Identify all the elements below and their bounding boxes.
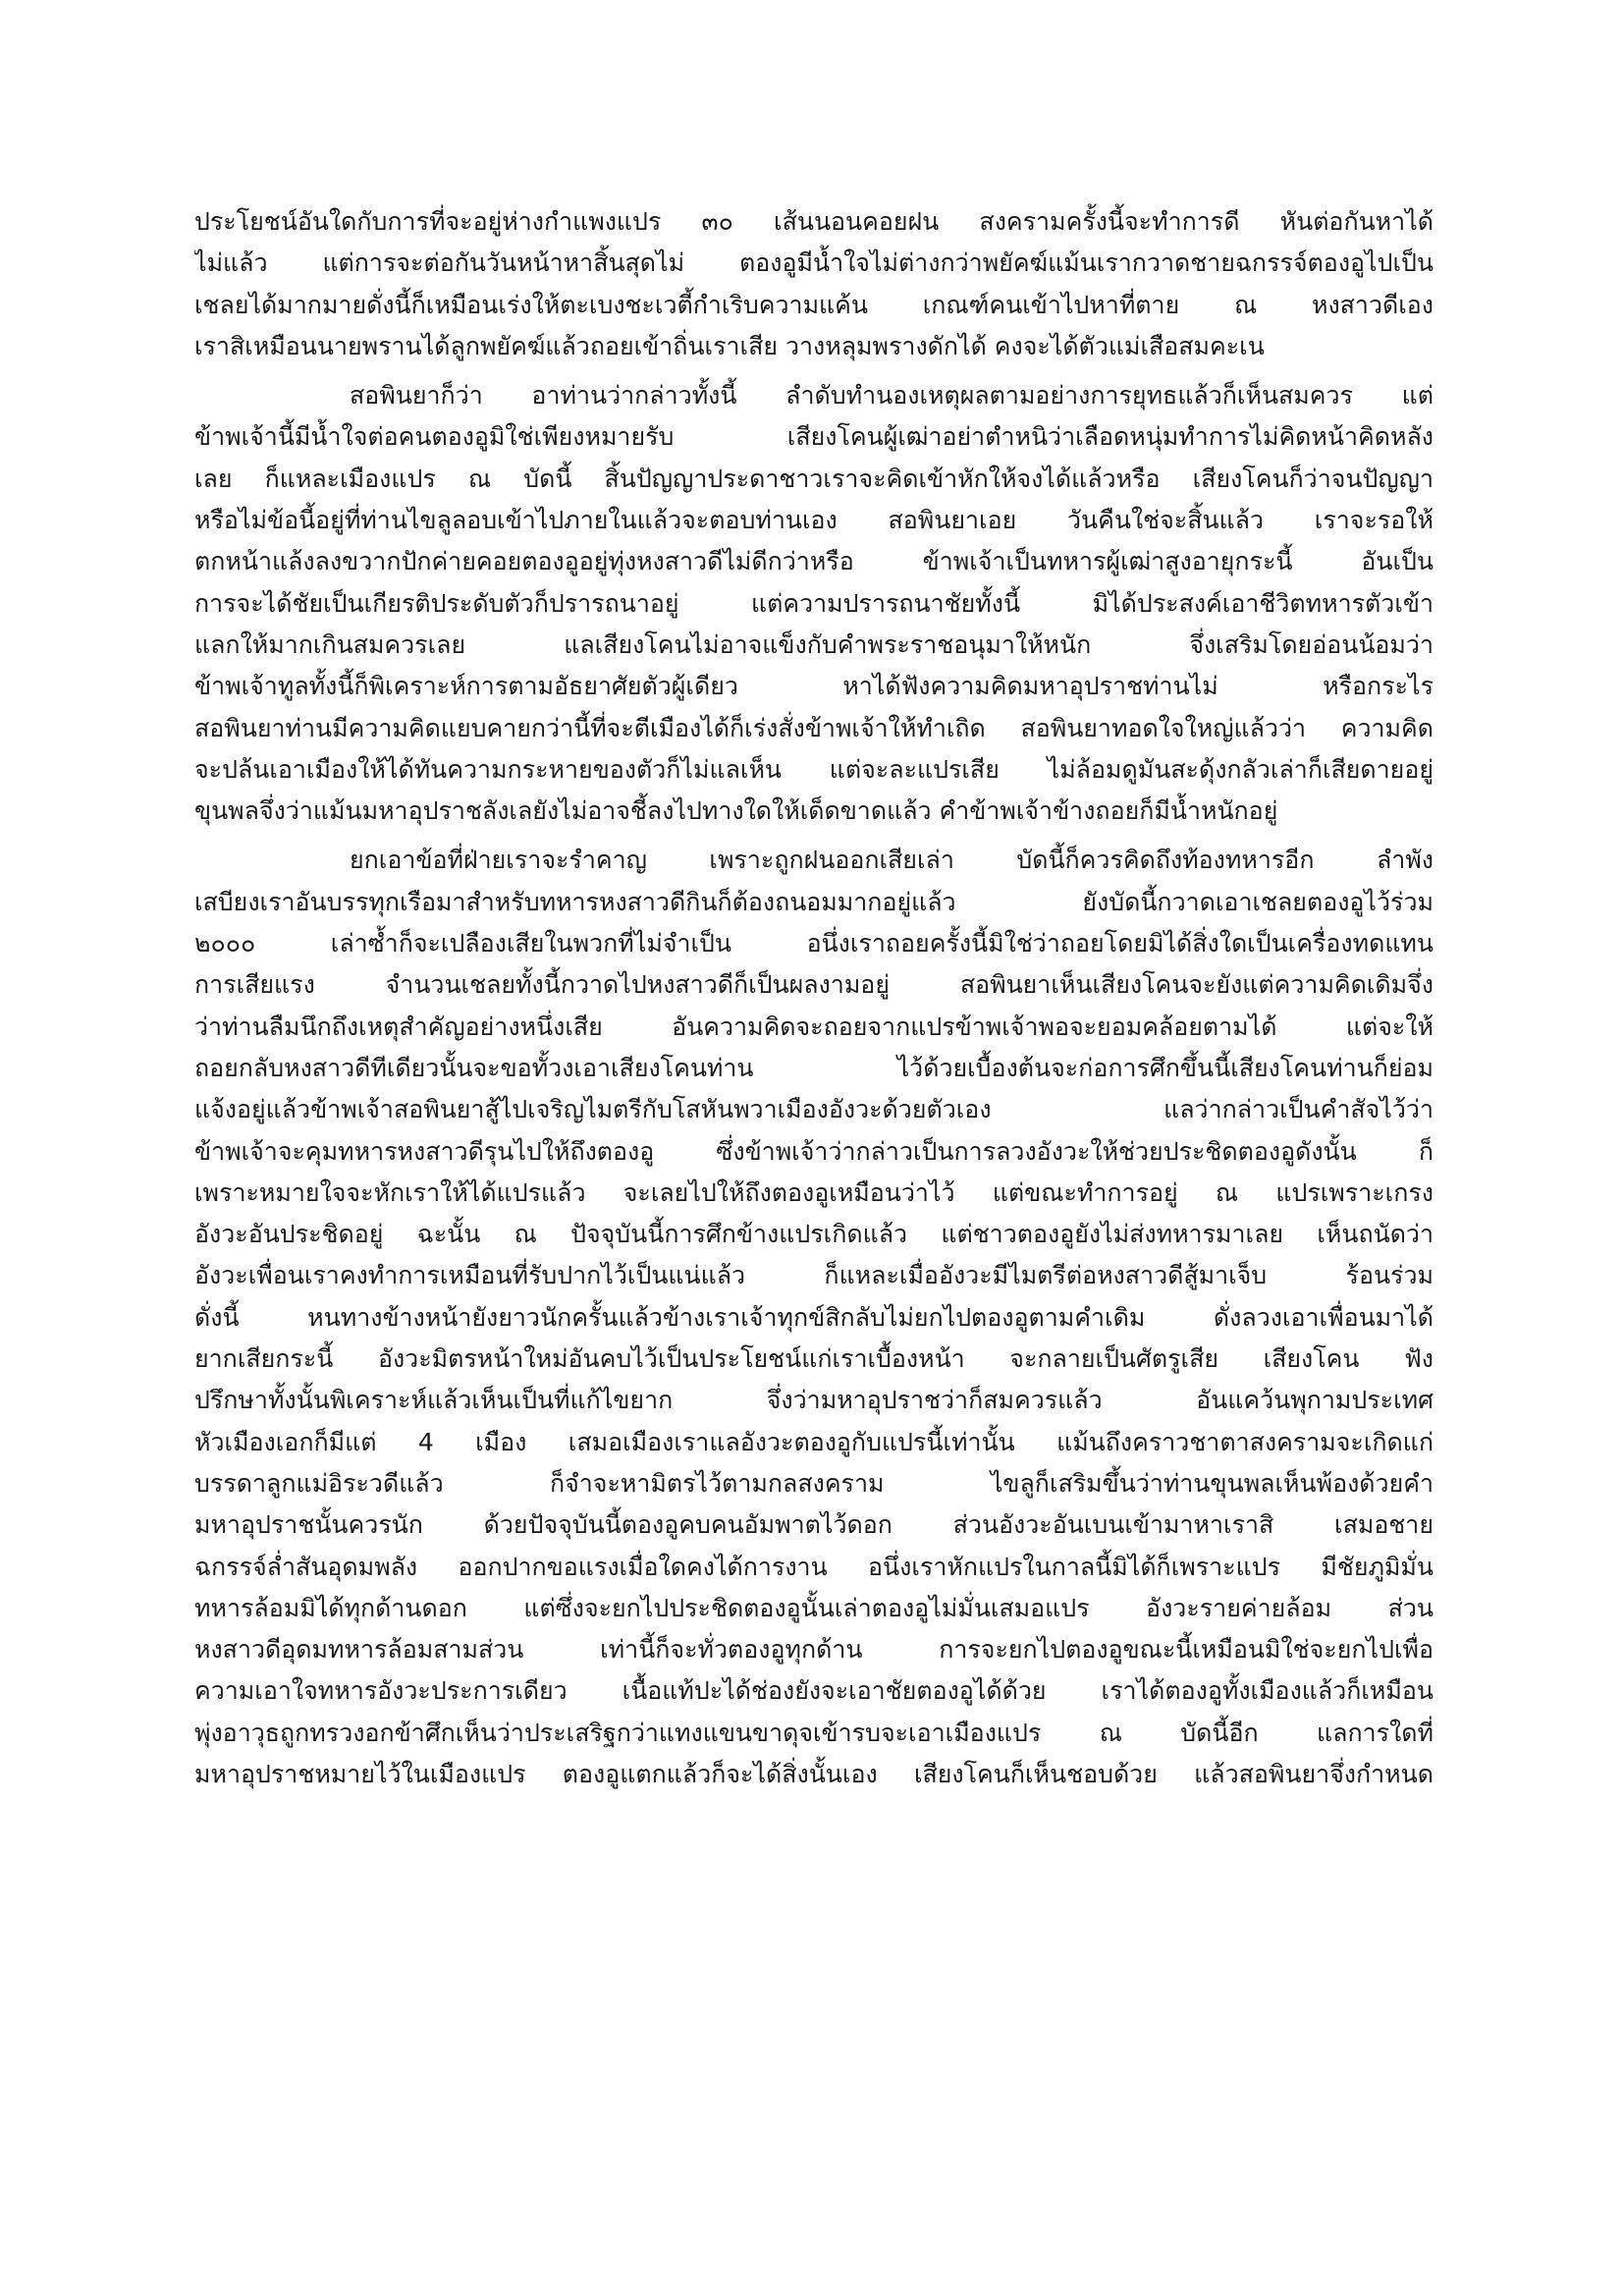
text-line: ข้าพเจ้านี้มีน้ำใจต่อคนตองอูมิใช่เพียงหมายรับ เสียงโคนผู้เฒ่าอย่าตำหนิว่าเลือดหนุ่มทำการไม่คิดหน้าคิดหลัง <box>194 422 1434 452</box>
text-line: เลย ก็แหละเมืองแปร ณ บัดนี้ สิ้นปัญญาประดาชาวเราจะคิดเข้าหักให้จงได้แล้วหรือ เสียงโคนก็ว่าจนปัญญา <box>194 464 1434 493</box>
text-line: หัวเมืองเอกก็มีแต่ 4 เมือง เสมอเมืองเราแลอังวะตองอูกับแปรนี้เท่านั้น แม้นถึงคราวชาตาสงครามจะเกิดแก่ <box>194 1427 1434 1456</box>
text-line: พุ่งอาวุธถูกทรวงอกข้าศึกเห็นว่าประเสริฐกว่าแทงแขนขาดุจเข้ารบจะเอาเมืองแปร ณ บัดนี้อีก แลการใดที่ <box>194 1718 1434 1747</box>
text-line: แจ้งอยู่แล้วข้าพเจ้าสอพินยาสู้ไปเจริญไมตรีกับโสหันพวาเมืองอังวะด้วยตัวเอง แลว่ากล่าวเป็นคำสัจไว้ว่า <box>194 1095 1434 1124</box>
text-line: ไม่แล้ว แต่การจะต่อกันวันหน้าหาสิ้นสุดไม่ ตองอูมีน้ำใจไม่ต่างกว่าพยัคฆ์แม้นเรากวาดชายฉกรรจ์ตองอูไปเป็น <box>194 248 1434 278</box>
text-line: สอพินยาท่านมีความคิดแยบคายกว่านี้ที่จะตีเมืองได้ก็เร่งสั่งข้าพเจ้าให้ทำเถิด สอพินยาทอดใจใหญ่แล้วว่า ความคิด <box>194 713 1434 742</box>
text-line: ว่าท่านลืมนึกถึงเหตุสำคัญอย่างหนึ่งเสีย อันความคิดจะถอยจากแปรข้าพเจ้าพอจะยอมคล้อยตามได้ แต่จะให้ <box>194 1011 1434 1041</box>
text-line: การเสียแรง จำนวนเชลยทั้งนี้กวาดไปหงสาวดีก็เป็นผลงามอยู่ สอพินยาเห็นเสียงโคนจะยังแต่ความคิดเดิมจึ่ง <box>194 970 1434 1000</box>
text-line: สอพินยาก็ว่า อาท่านว่ากล่าวทั้งนี้ ลำดับทำนองเหตุผลตามอย่างการยุทธแล้วก็เห็นสมควร แต่ <box>350 381 1434 410</box>
text-line: ขุนพลจึ่งว่าแม้นมหาอุปราชลังเลยังไม่อาจชี้ลงไปทางใดให้เด็ดขาดแล้ว คำข้าพเจ้าข้างถอยก็มีน้ำหนักอยู่ <box>194 796 1278 826</box>
text-line: ยากเสียกระนี้ อังวะมิตรหน้าใหม่อันคบไว้เป็นประโยชน์แก่เราเบื้องหน้า จะกลายเป็นศัตรูเสีย เสียงโคน ฟัง <box>194 1344 1434 1374</box>
text-line: อังวะอันประชิดอยู่ ฉะนั้น ณ ปัจจุบันนี้การศึกข้างแปรเกิดแล้ว แต่ชาวตองอูยังไม่ส่งทหารมาเลย เห็นถนัดว่า <box>194 1220 1434 1249</box>
text-line: เชลยได้มากมายดั่งนี้ก็เหมือนเร่งให้ตะเบงชะเวตี้กำเริบความแค้น เกณฑ์คนเข้าไปหาที่ตาย ณ หงสาวดีเอง <box>194 290 1434 319</box>
paragraph-3 <box>194 840 1434 1795</box>
text-line: ข้าพเจ้าจะคุมทหารหงสาวดีรุนไปให้ถึงตองอู ซึ่งข้าพเจ้าว่ากล่าวเป็นการลวงอังวะให้ช่วยประชิดตองอูดังนั้น ก็ <box>194 1136 1434 1166</box>
text-line: ประโยชน์อันใดกับการที่จะอยู่ห่างกำแพงแปร ๓๐ เส้นนอนคอยฝน สงครามครั้งนี้จะทำการดี หันต่อกันหาได้ <box>194 207 1434 236</box>
text-line: เสบียงเราอันบรรทุกเรือมาสำหรับทหารหงสาวดีกินก็ต้องถนอมมากอยู่แล้ว ยังบัดนี้กวาดเอาเชลยตองอูไว้ร่วม <box>194 887 1434 916</box>
text-line: จะปล้นเอาเมืองให้ได้ทันความกระหายของตัวก็ไม่แลเห็น แต่จะละแปรเสีย ไม่ล้อมดูมันสะดุ้งกลัวเล่าก็เสียดายอยู่ <box>194 754 1434 784</box>
text-line: การจะได้ชัยเป็นเกียรติประดับตัวก็ปรารถนาอยู่ แต่ความปรารถนาชัยทั้งนี้ มิได้ประสงค์เอาชีวิตทหารตัวเข้า <box>194 588 1434 618</box>
text-line: ทหารล้อมมิได้ทุกด้านดอก แต่ซึ่งจะยกไปประชิดตองอูนั้นเล่าตองอูไม่มั่นเสมอแปร อังวะรายค่ายล้อม ส่วน <box>194 1593 1434 1622</box>
text-line: มหาอุปราชหมายไว้ในเมืองแปร ตองอูแตกแล้วก็จะได้สิ่งนั้นเอง เสียงโคนก็เห็นชอบด้วย แล้วสอพินยาจึ่งกำหนด <box>194 1759 1434 1788</box>
paragraph-1 <box>194 201 1434 367</box>
text-line: บรรดาลูกแม่อิระวดีแล้ว ก็จำจะหามิตรไว้ตามกลสงคราม ไขลูก็เสริมขึ้นว่าท่านขุนพลเห็นพ้องด้วยคำ <box>194 1468 1434 1498</box>
text-line: ๒๐๐๐ เล่าซ้ำก็จะเปลืองเสียในพวกที่ไม่จำเป็น อนึ่งเราถอยครั้งนี้มิใช่ว่าถอยโดยมิได้สิ่งใดเป็นเครื่องทดแทน <box>194 929 1434 958</box>
document-body <box>194 201 1434 1795</box>
text-line: ความเอาใจทหารอังวะประการเดียว เนื้อแท้ปะได้ช่องยังจะเอาชัยตองอูได้ด้วย เราได้ตองอูทั้งเมืองแล้วก็เหมือน <box>194 1676 1434 1706</box>
text-line: หงสาวดีอุดมทหารล้อมสามส่วน เท่านี้ก็จะทั่วตองอูทุกด้าน การจะยกไปตองอูขณะนี้เหมือนมิใช่จะยกไปเพื่อ <box>194 1635 1434 1665</box>
text-line: ยกเอาข้อที่ฝ่ายเราจะรำคาญ เพราะถูกฝนออกเสียเล่า บัดนี้ก็ควรคิดถึงท้องทหารอีก ลำพัง <box>350 846 1434 875</box>
text-line: มหาอุปราชนั้นควรนัก ด้วยปัจจุบันนี้ตองอูคบคนอัมพาตไว้ดอก ส่วนอังวะอันเบนเข้ามาหาเราสิ เสมอชาย <box>194 1510 1434 1540</box>
text-line: ฉกรรจ์ล่ำสันอุดมพลัง ออกปากขอแรงเมื่อใดคงได้การงาน อนึ่งเราหักแปรในกาลนี้มิได้ก็เพราะแปร มีชัยภูมิมั่น <box>194 1552 1434 1581</box>
text-line: ปรึกษาทั้งนั้นพิเคราะห์แล้วเห็นเป็นที่แก้ไขยาก จึ่งว่ามหาอุปราชว่าก็สมควรแล้ว อันแคว้นพุกามประเทศ <box>194 1386 1434 1415</box>
text-line: ตกหน้าแล้งลงขวากปักค่ายคอยตองอูอยู่ทุ่งหงสาวดีไม่ดีกว่าหรือ ข้าพเจ้าเป็นทหารผู้เฒ่าสูงอายุกระนี้ อันเป็น <box>194 547 1434 576</box>
text-line: แลกให้มากเกินสมควรเลย แลเสียงโคนไม่อาจแข็งกับคำพระราชอนุมาให้หนัก จึ่งเสริมโดยอ่อนน้อมว่า <box>194 629 1434 659</box>
paragraph-2 <box>194 375 1434 832</box>
text-line: ข้าพเจ้าทูลทั้งนี้ก็พิเคราะห์การตามอัธยาศัยตัวผู้เดียว หาได้ฟังความคิดมหาอุปราชท่านไม่ หรือกระไร <box>194 672 1434 701</box>
text-line: ดั่งนี้ หนทางข้างหน้ายังยาวนักครั้นแล้วข้างเราเจ้าทุกข์สิกลับไม่ยกไปตองอูตามคำเดิม ดั่งลวงเอาเพื่อนมาได้ <box>194 1302 1434 1332</box>
text-line: หรือไม่ข้อนี้อยู่ที่ท่านไขลูลอบเข้าไปภายในแล้วจะตอบท่านเอง สอพินยาเอย วันคืนใช่จะสิ้นแล้ว เราจะรอให้ <box>194 506 1434 535</box>
text-line: ถอยกลับหงสาวดีทีเดียวนั้นจะขอทั้วงเอาเสียงโคนท่าน ไว้ด้วยเบื้องต้นจะก่อการศึกขึ้นนี้เสียงโคนท่านก็ย่อม <box>194 1053 1434 1082</box>
text-line: เราสิเหมือนนายพรานได้ลูกพยัคฆ์แล้วถอยเข้าถิ่นเราเสีย วางหลุมพรางดักได้ คงจะได้ตัวแม่เสือสมคะเน <box>194 331 1265 360</box>
text-line: เพราะหมายใจจะหักเราให้ได้แปรแล้ว จะเลยไปให้ถึงตองอูเหมือนว่าไว้ แต่ขณะทำการอยู่ ณ แปรเพราะเกรง <box>194 1177 1434 1207</box>
text-line: อังวะเพื่อนเราคงทำการเหมือนที่รับปากไว้เป็นแน่แล้ว ก็แหละเมื่ออังวะมีไมตรีต่อหงสาวดีสู้มาเจ็บ ร้อนร่วม <box>194 1261 1434 1290</box>
